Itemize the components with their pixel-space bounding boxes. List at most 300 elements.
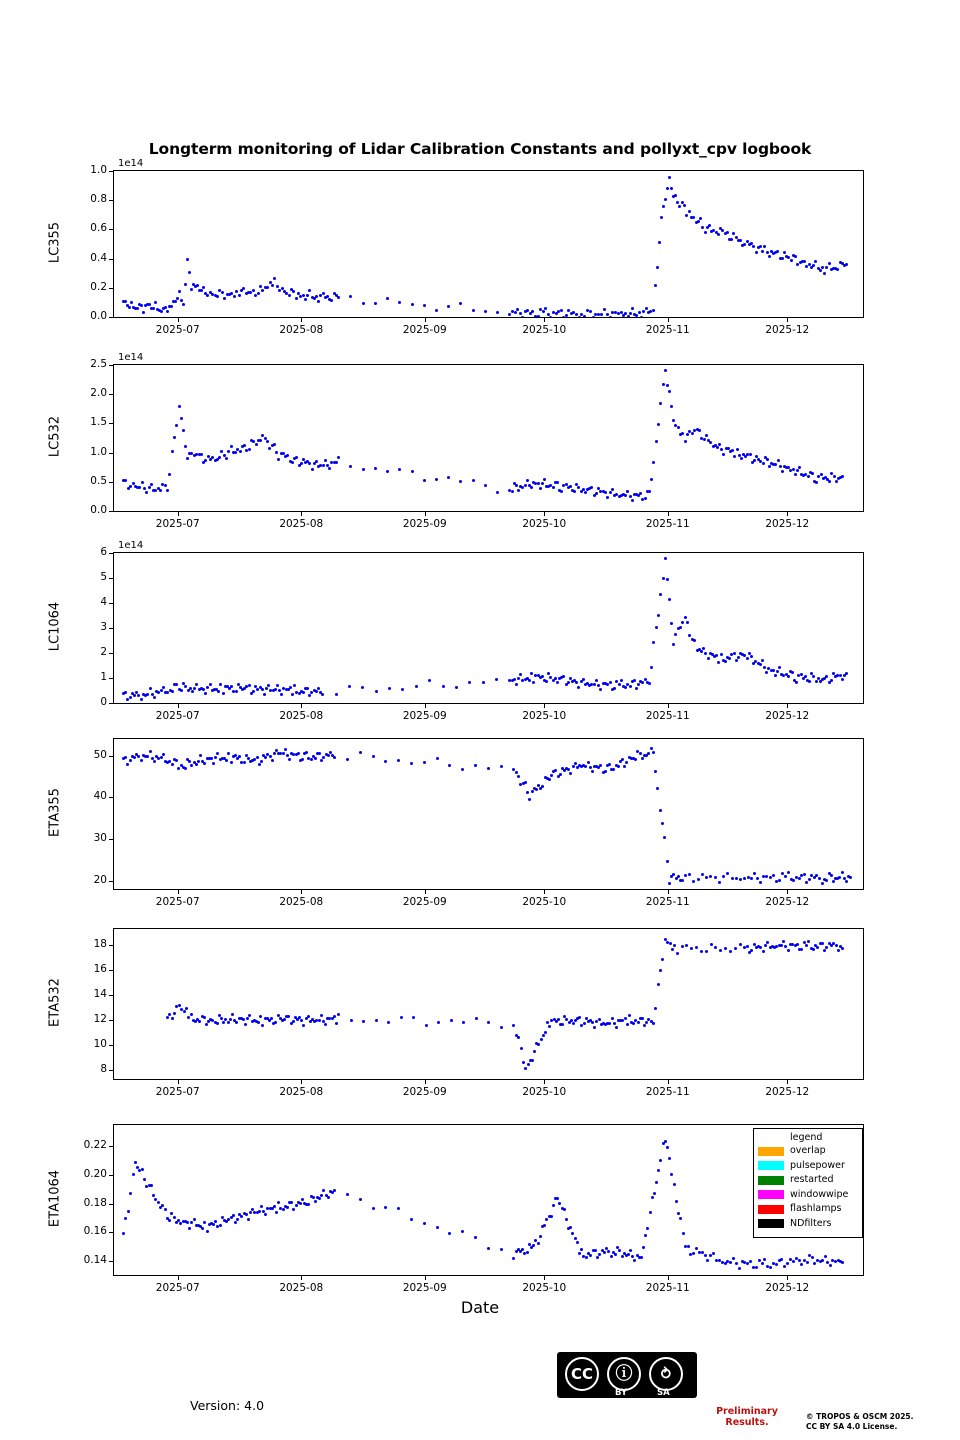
data-point	[528, 798, 531, 801]
data-point	[317, 687, 320, 690]
data-point	[640, 316, 643, 317]
data-point	[837, 949, 840, 952]
data-point	[765, 875, 768, 878]
data-point	[475, 1017, 478, 1020]
x-tick-label: 2025-11	[645, 1086, 690, 1098]
data-point	[175, 424, 178, 427]
data-point	[786, 1262, 789, 1265]
data-point	[154, 301, 157, 304]
data-point	[151, 757, 154, 760]
data-point	[182, 303, 185, 306]
data-point	[715, 654, 718, 657]
y-tick-label: 4	[100, 596, 107, 608]
data-point	[607, 1250, 610, 1253]
data-point	[681, 621, 684, 624]
data-point	[784, 875, 787, 878]
data-point	[769, 876, 772, 879]
data-point	[219, 683, 222, 686]
x-tick-label: 2025-09	[402, 324, 447, 336]
data-point	[554, 769, 557, 772]
plot-area-lc532	[114, 365, 863, 511]
data-point	[204, 459, 207, 462]
data-point	[180, 417, 183, 420]
y-axis-title-lc355: LC355	[47, 221, 63, 264]
data-point	[174, 300, 177, 303]
data-point	[692, 1252, 695, 1255]
data-point	[242, 1018, 245, 1021]
data-point	[577, 486, 580, 489]
data-point	[750, 877, 753, 880]
data-point	[763, 1258, 766, 1261]
x-tick-mark	[544, 1080, 545, 1084]
data-point	[310, 758, 313, 761]
data-point	[140, 698, 143, 701]
data-point	[129, 485, 132, 488]
data-point	[166, 489, 169, 492]
data-point	[628, 1014, 631, 1017]
data-point	[692, 216, 695, 219]
x-axis-title: Date	[460, 1298, 500, 1317]
data-point	[140, 759, 143, 762]
data-point	[670, 187, 673, 190]
data-point	[580, 1248, 583, 1251]
data-point	[777, 459, 780, 462]
data-point	[756, 877, 759, 880]
data-point	[496, 311, 499, 314]
legend-item	[758, 1159, 858, 1174]
x-tick-mark	[301, 1276, 302, 1280]
data-point	[398, 468, 401, 471]
data-point	[487, 1021, 490, 1024]
data-point	[738, 1267, 741, 1270]
data-point	[697, 878, 700, 881]
data-point	[679, 626, 682, 629]
data-point	[668, 390, 671, 393]
y-tick-mark	[109, 171, 113, 172]
data-point	[375, 690, 378, 693]
x-tick-mark	[301, 890, 302, 894]
data-point	[584, 491, 587, 494]
data-point	[143, 1178, 146, 1181]
data-point	[459, 302, 462, 305]
x-tick-label: 2025-12	[765, 324, 810, 336]
x-tick-label: 2025-12	[765, 1282, 810, 1294]
data-point	[512, 1024, 515, 1027]
data-point	[238, 755, 241, 758]
data-point	[664, 1140, 667, 1143]
data-point	[647, 752, 650, 755]
data-point	[800, 673, 803, 676]
data-point	[333, 756, 336, 759]
data-point	[474, 764, 477, 767]
copyright-line-1: © TROPOS & OSCM 2025.	[806, 1412, 914, 1421]
data-point	[825, 879, 828, 882]
y-axis-title-eta1064: ETA1064	[47, 1169, 63, 1228]
data-point	[287, 1015, 290, 1018]
data-point	[153, 696, 156, 699]
data-point	[190, 1221, 193, 1224]
y-tick-mark	[109, 423, 113, 424]
x-tick-label: 2025-07	[155, 710, 200, 722]
data-point	[571, 1232, 574, 1235]
data-point	[164, 1208, 167, 1211]
data-point	[292, 290, 295, 293]
data-point	[808, 680, 811, 683]
data-point	[348, 685, 351, 688]
y-tick-label: 12	[93, 1013, 107, 1026]
data-point	[774, 674, 777, 677]
data-point	[315, 460, 318, 463]
data-point	[768, 255, 771, 258]
data-point	[798, 466, 801, 469]
data-point	[682, 1232, 685, 1235]
data-point	[759, 663, 762, 666]
data-point	[227, 1021, 230, 1024]
x-tick-label: 2025-10	[522, 324, 567, 336]
data-point	[442, 685, 445, 688]
data-point	[795, 681, 798, 684]
data-point	[675, 1200, 678, 1203]
data-point	[610, 1255, 613, 1258]
data-point	[648, 490, 651, 493]
data-point	[149, 687, 152, 690]
data-point	[362, 1020, 365, 1023]
data-point	[149, 750, 152, 753]
data-point	[556, 1197, 559, 1200]
y-tick-mark	[109, 1070, 113, 1071]
data-point	[670, 405, 673, 408]
data-point	[684, 616, 687, 619]
data-point	[302, 1024, 305, 1027]
data-point	[746, 945, 749, 948]
data-point	[171, 450, 174, 453]
data-point	[474, 1236, 477, 1239]
data-point	[517, 775, 520, 778]
data-point	[830, 944, 833, 947]
data-point	[164, 306, 167, 309]
x-tick-mark	[178, 1080, 179, 1084]
data-point	[258, 1210, 261, 1213]
data-point	[664, 369, 667, 372]
data-point	[519, 312, 522, 315]
y-tick-mark	[109, 603, 113, 604]
y-tick-label: 50	[93, 748, 107, 761]
data-point	[574, 1237, 577, 1240]
x-tick-mark	[301, 318, 302, 322]
data-point	[635, 314, 638, 317]
data-point	[688, 210, 691, 213]
data-point	[613, 1022, 616, 1025]
data-point	[833, 475, 836, 478]
data-point	[778, 666, 781, 669]
x-tick-mark	[787, 890, 788, 894]
data-point	[243, 444, 246, 447]
y-tick-label: 2	[100, 646, 107, 658]
data-point	[219, 1224, 222, 1227]
y-tick-mark	[109, 578, 113, 579]
data-point	[206, 686, 209, 689]
y-tick-label: 1.0	[90, 164, 107, 176]
data-point	[845, 263, 848, 266]
data-point	[787, 675, 790, 678]
data-point	[839, 674, 842, 677]
data-point	[299, 1202, 302, 1205]
data-point	[283, 1018, 286, 1021]
data-point	[521, 1248, 524, 1251]
data-point	[681, 432, 684, 435]
data-point	[722, 875, 725, 878]
data-point	[759, 881, 762, 884]
data-point	[673, 1183, 676, 1186]
data-point	[625, 761, 628, 764]
data-point	[308, 289, 311, 292]
data-point	[815, 481, 818, 484]
data-point	[708, 224, 711, 227]
data-point	[812, 675, 815, 678]
data-point	[312, 1196, 315, 1199]
data-point	[830, 679, 833, 682]
data-point	[235, 1021, 238, 1024]
data-point	[737, 656, 740, 659]
data-point	[620, 679, 623, 682]
data-point	[729, 1261, 732, 1264]
data-point	[825, 675, 828, 678]
data-point	[598, 1018, 601, 1021]
data-point	[310, 691, 313, 694]
data-point	[792, 879, 795, 882]
data-point	[638, 311, 641, 314]
data-point	[718, 443, 721, 446]
data-point	[217, 690, 220, 693]
data-point	[543, 1224, 546, 1227]
data-point	[686, 433, 689, 436]
legend-item	[758, 1188, 858, 1203]
data-point	[796, 943, 799, 946]
data-point	[758, 1259, 761, 1262]
data-point	[845, 880, 848, 883]
data-point	[710, 943, 713, 946]
plot-panel-lc1064	[113, 552, 864, 704]
data-point	[362, 302, 365, 305]
x-tick-label: 2025-09	[402, 1086, 447, 1098]
data-point	[277, 458, 280, 461]
y-tick-label: 20	[93, 873, 107, 886]
data-point	[206, 1230, 209, 1233]
data-point	[162, 753, 165, 756]
data-point	[599, 688, 602, 691]
data-point	[175, 759, 178, 762]
legend-color-swatch	[758, 1176, 784, 1185]
y-tick-mark	[109, 970, 113, 971]
legend-items	[758, 1144, 858, 1231]
data-point	[752, 245, 755, 248]
data-point	[150, 1184, 153, 1187]
data-point	[248, 448, 251, 451]
data-point	[561, 1023, 564, 1026]
data-point	[825, 946, 828, 949]
data-point	[261, 289, 264, 292]
data-point	[587, 761, 590, 764]
data-point	[655, 626, 658, 629]
y-tick-mark	[109, 288, 113, 289]
x-tick-label: 2025-10	[522, 710, 567, 722]
data-point	[668, 1157, 671, 1160]
data-point	[662, 205, 665, 208]
cc-license-badge	[557, 1352, 697, 1398]
data-point	[761, 659, 764, 662]
data-point	[776, 250, 779, 253]
data-point	[129, 1192, 132, 1195]
data-point	[171, 763, 174, 766]
data-point	[704, 231, 707, 234]
data-point	[337, 456, 340, 459]
data-point	[631, 307, 634, 310]
data-point	[266, 286, 269, 289]
y-axis-title-eta532: ETA532	[47, 978, 63, 1027]
data-point	[794, 473, 797, 476]
data-point	[701, 873, 704, 876]
data-point	[190, 288, 193, 291]
data-point	[304, 298, 307, 301]
data-point	[776, 670, 779, 673]
data-point	[595, 679, 598, 682]
data-point	[739, 943, 742, 946]
data-point	[193, 687, 196, 690]
data-point	[800, 948, 803, 951]
data-point	[578, 1252, 581, 1255]
data-point	[415, 685, 418, 688]
data-point	[225, 759, 228, 762]
data-point	[274, 688, 277, 691]
data-point	[699, 217, 702, 220]
data-point	[126, 763, 129, 766]
data-point	[823, 949, 826, 952]
person-icon: ⓘ	[607, 1357, 641, 1391]
data-point	[735, 877, 738, 880]
data-point	[214, 1220, 217, 1223]
data-point	[642, 1246, 645, 1249]
data-point	[652, 309, 655, 312]
data-point	[629, 685, 632, 688]
data-point	[631, 1255, 634, 1258]
data-point	[532, 1244, 535, 1247]
data-point	[766, 251, 769, 254]
data-point	[168, 1013, 171, 1016]
data-point	[397, 759, 400, 762]
data-point	[176, 297, 179, 300]
data-point	[569, 485, 572, 488]
x-tick-label: 2025-07	[155, 1086, 200, 1098]
data-point	[184, 685, 187, 688]
data-point	[654, 770, 657, 773]
legend-item-label: pulsepower	[790, 1159, 845, 1171]
data-point	[775, 1263, 778, 1266]
data-point	[436, 757, 439, 760]
x-tick-mark	[425, 1080, 426, 1084]
data-point	[838, 876, 841, 879]
data-point	[153, 760, 156, 763]
x-tick-label: 2025-08	[279, 1086, 324, 1098]
data-point	[641, 1017, 644, 1020]
x-tick-label: 2025-11	[645, 1282, 690, 1294]
data-point	[828, 262, 831, 265]
data-point	[841, 947, 844, 950]
data-point	[720, 653, 723, 656]
data-point	[517, 489, 520, 492]
data-point	[659, 402, 662, 405]
y-tick-mark	[109, 1261, 113, 1262]
data-point	[216, 752, 219, 755]
data-point	[200, 453, 203, 456]
data-point	[659, 969, 662, 972]
x-tick-label: 2025-08	[279, 710, 324, 722]
data-point	[813, 1262, 816, 1265]
data-point	[805, 944, 808, 947]
data-point	[346, 1193, 349, 1196]
data-point	[374, 467, 377, 470]
data-point	[706, 1259, 709, 1262]
plot-panel-eta1064	[113, 1124, 864, 1276]
data-point	[824, 1255, 827, 1258]
data-point	[246, 1017, 249, 1020]
data-point	[629, 312, 632, 315]
data-point	[524, 484, 527, 487]
data-point	[652, 751, 655, 754]
data-point	[705, 876, 708, 879]
data-point	[732, 1257, 735, 1260]
data-point	[291, 693, 294, 696]
data-point	[712, 1252, 715, 1255]
data-point	[596, 1256, 599, 1259]
data-point	[726, 231, 729, 234]
x-tick-label: 2025-07	[155, 324, 200, 336]
data-point	[835, 480, 838, 483]
data-point	[328, 467, 331, 470]
data-point	[556, 681, 559, 684]
data-point	[482, 681, 485, 684]
data-point	[260, 1205, 263, 1208]
data-point	[141, 1168, 144, 1171]
data-point	[140, 304, 143, 307]
data-point	[544, 1031, 547, 1034]
data-point	[178, 290, 181, 293]
data-point	[259, 285, 262, 288]
data-point	[252, 690, 255, 693]
data-point	[146, 755, 149, 758]
data-point	[535, 788, 538, 791]
data-point	[188, 760, 191, 763]
data-point	[685, 214, 688, 217]
data-point	[541, 785, 544, 788]
data-point	[611, 488, 614, 491]
y-tick-label: 0.2	[90, 280, 107, 293]
data-point	[677, 875, 680, 878]
legend-color-swatch	[758, 1190, 784, 1199]
data-point	[230, 685, 233, 688]
data-point	[436, 1226, 439, 1229]
data-point	[653, 1192, 656, 1195]
x-tick-label: 2025-12	[765, 518, 810, 530]
data-point	[322, 1189, 325, 1192]
data-point	[164, 484, 167, 487]
data-point	[225, 457, 228, 460]
data-point	[202, 286, 205, 289]
data-point	[575, 681, 578, 684]
data-point	[472, 479, 475, 482]
data-point	[611, 1017, 614, 1020]
data-point	[608, 763, 611, 766]
data-point	[603, 308, 606, 311]
